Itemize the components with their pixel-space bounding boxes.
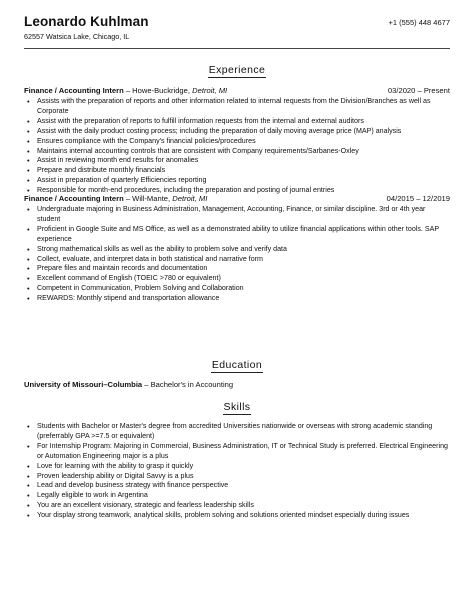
list-item: • Undergraduate majoring in Business Administration, Management, Accounting, Finance, or similar discipline. 3rd or 4th year student [24,205,450,225]
job-location: Detroit, MI [192,86,228,95]
job-entry-2 [24,194,450,304]
list-item: • Your display strong teamwork, analytical skills, problem solving and solutions oriented mindset especially during issues [24,511,450,521]
job-bullet-list [24,97,450,196]
skills-heading: Skills [223,401,251,413]
list-item: • Proven leadership ability or Digital Savvy is a plus [24,472,450,482]
list-item: • For Internship Program: Majoring in Commercial, Business Administration, IT or Technical Study is preferred. Electrical Engineering or Automation Engineering major is a plus [24,442,450,462]
list-item: • Love for learning with the ability to grasp it quickly [24,462,450,472]
education-entry [24,380,450,389]
list-item: • Proficient in Google Suite and MS Office, as well as a demonstrated ability to utilize financial applications within other tools. SAP experience [24,225,450,245]
job-header [24,194,450,205]
experience-section-title [0,64,474,76]
list-item: • REWARDS: Monthly stipend and transportation allowance [24,294,450,304]
list-item: • Assist with the daily product costing process; including the preparation of daily moving average price (MAP) analysis [24,127,450,137]
skills-bullet-list [24,422,450,521]
job-separator: – [123,86,133,95]
list-item: • Assists with the preparation of reports and other information related to internal requests from the Division/Branches as well as Corporate [24,97,450,117]
job-role: Finance / Accounting Intern [24,86,124,95]
job-entry-1 [24,86,450,196]
list-item: • Maintains internal accounting controls that are consistent with Company requirements/Sarbanes-Oxley [24,147,450,157]
list-item: • Legally eligible to work in Argentina [24,491,450,501]
list-item: • Prepare files and maintain records and documentation [24,264,450,274]
phone-number: +1 (555) 448 4677 [388,18,450,27]
job-dates: 04/2015 – 12/2019 [386,194,450,203]
job-dates: 03/2020 – Present [387,86,450,95]
candidate-name: Leonardo Kuhlman [24,14,149,29]
education-separator: – [142,380,151,389]
school-name: University of Missouri–Columbia [24,380,143,389]
job-location: Detroit, MI [172,194,208,203]
education-section-title [0,359,474,371]
skills-block [24,422,450,521]
list-item: • Students with Bachelor or Master's degree from accredited Universities nationwide or overseas with strong academic standing (preferrably GPA >=7.5 or equivalent) [24,422,450,442]
list-item: • Assist in preparation of quarterly Efficiencies reporting [24,176,450,186]
job-separator: – [123,194,133,203]
list-item: • Lead and develop business strategy with finance perspective [24,481,450,491]
list-item: • Collect, evaluate, and interpret data in both statistical and narrative form [24,255,450,265]
address: 62557 Watsica Lake, Chicago, IL [24,32,130,41]
list-item: • Competent in Communication, Problem Solving and Collaboration [24,284,450,294]
list-item: • Excellent command of English (TOEIC >780 or equivalent) [24,274,450,284]
skills-section-title [0,401,474,413]
education-heading: Education [211,359,263,371]
job-header [24,86,450,97]
job-company: Howe-Buckridge, [132,86,190,95]
experience-heading: Experience [208,64,266,76]
list-item: • Strong mathematical skills as well as the ability to problem solve and verify data [24,245,450,255]
list-item: • Responsible for month-end procedures, including the preparation and posting of journal entries [24,186,450,196]
degree: Bachelor's in Accounting [150,380,234,389]
list-item: • Ensures compliance with the Company's financial policies/procedures [24,137,450,147]
header-divider [24,48,450,49]
job-company: Will-Mante, [132,194,171,203]
job-role: Finance / Accounting Intern [24,194,124,203]
list-item: • Assist in reviewing month end results for anomalies [24,156,450,166]
list-item: • You are an excellent visionary, strategic and fearless leadership skills [24,501,450,511]
resume-header [24,14,450,41]
list-item: • Assist with the preparation of reports to fulfill information requests from the internal and external auditors [24,117,450,127]
job-bullet-list [24,205,450,304]
list-item: • Prepare and distribute monthly financials [24,166,450,176]
